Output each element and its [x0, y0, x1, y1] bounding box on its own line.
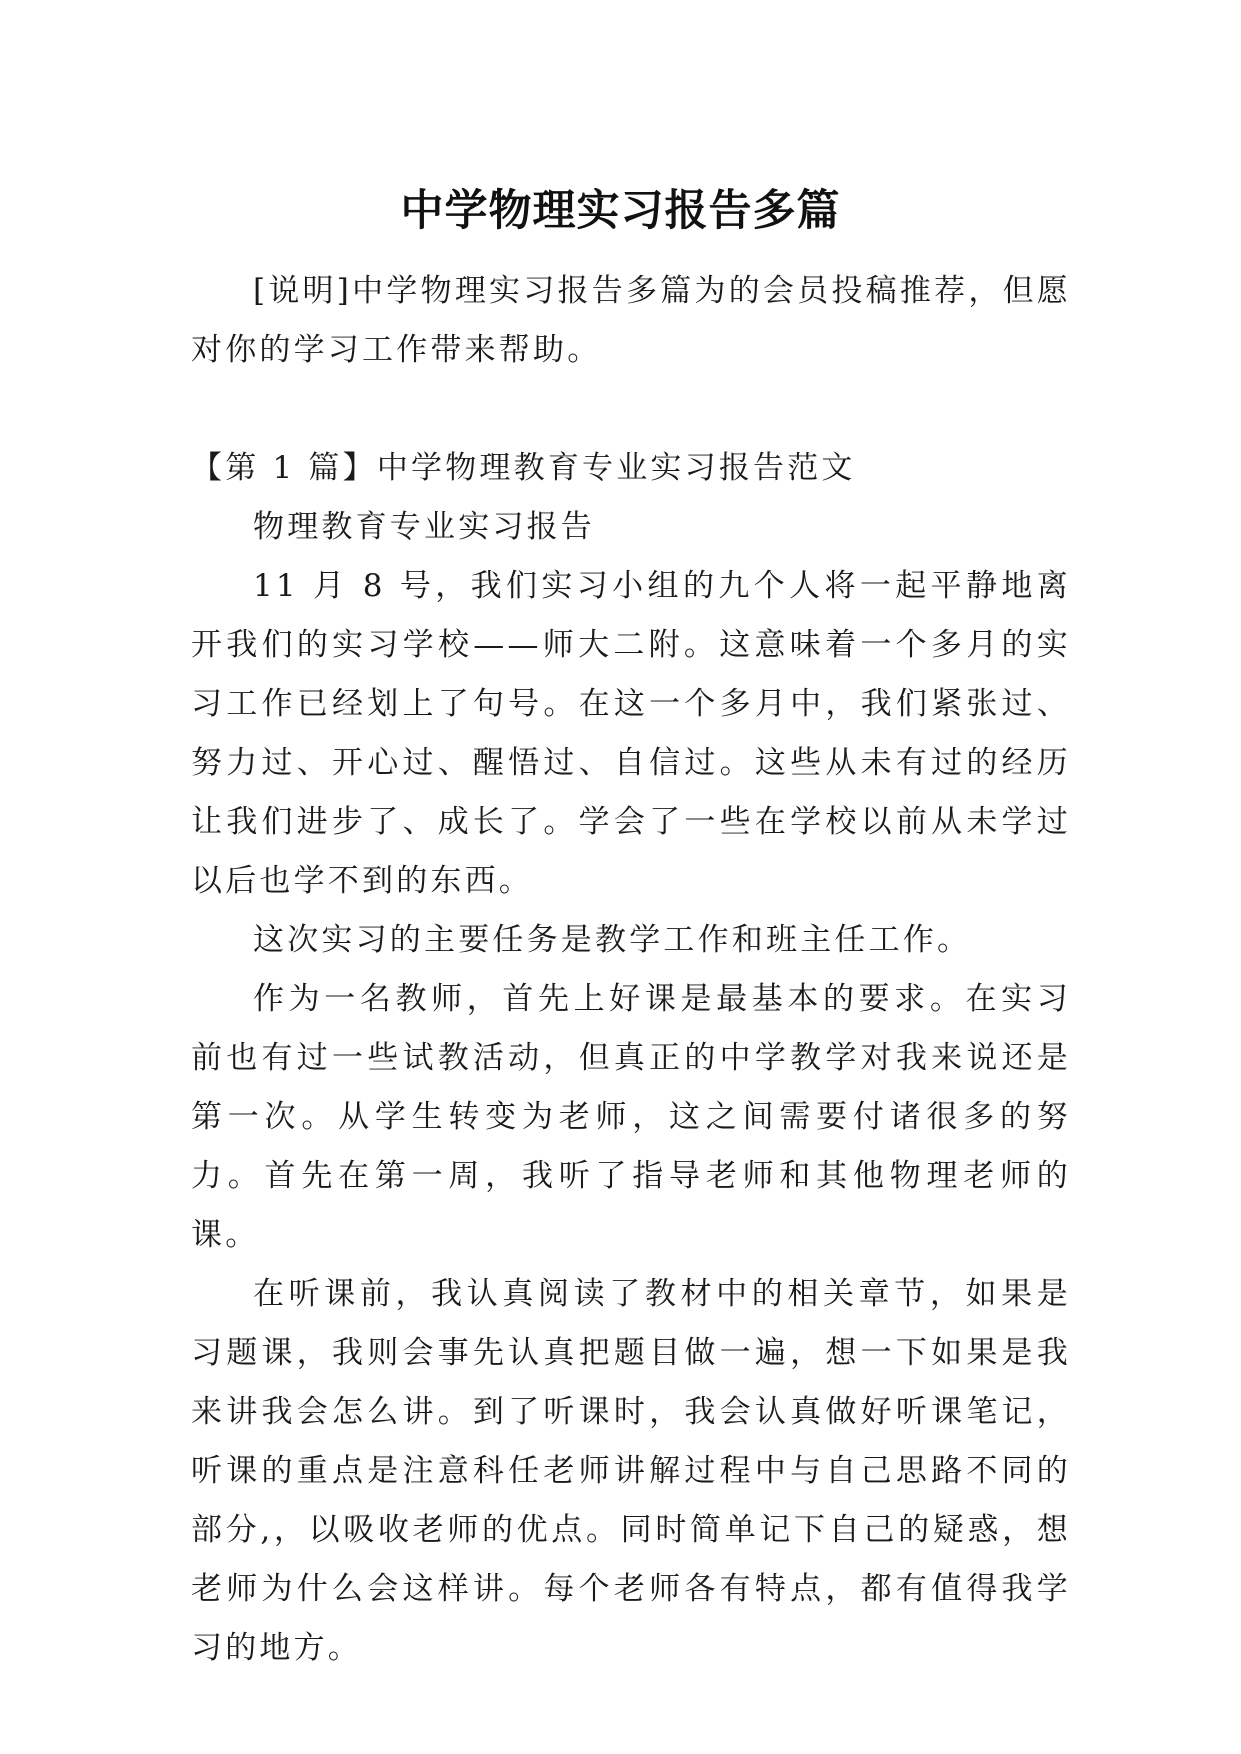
note-paragraph: [说明]中学物理实习报告多篇为的会员投稿推荐，但愿对你的学习工作带来帮助。: [191, 273, 1071, 368]
body-paragraph: 这次实习的主要任务是教学工作和班主任工作。: [253, 922, 972, 958]
blank-line: [191, 380, 1071, 439]
section-heading: 【第 1 篇】中学物理教育专业实习报告范文: [191, 450, 856, 486]
body-paragraph: 作为一名教师，首先上好课是最基本的要求。在实习前也有过一些试教活动，但真正的中学教学对我来说还是第一次。从学生转变为老师，这之间需要付诸很多的努力。首先在第一周，我听了指导老师和其他物理老师的课。: [191, 981, 1071, 1253]
page-title: 中学物理实习报告多篇: [400, 185, 841, 236]
body-paragraph: 11 月 8 号，我们实习小组的九个人将一起平静地离开我们的实习学校——师大二附。这意味着一个多月的实习工作已经划上了句号。在这一个多月中，我们紧张过、努力过、开心过、醒悟过、自信过。这些从未有过的经历让我们进步了、成长了。学会了一些在学校以前从未学过以后也学不到的东西。: [191, 568, 1071, 899]
document-body: [191, 262, 1071, 1678]
body-paragraph: 在听课前，我认真阅读了教材中的相关章节，如果是习题课，我则会事先认真把题目做一遍，想一下如果是我来讲我会怎么讲。到了听课时，我会认真做好听课笔记，听课的重点是注意科任老师讲解过程中与自己思路不同的部分,，以吸收老师的优点。同时简单记下自己的疑惑，想老师为什么会这样讲。每个老师各有特点，都有值得我学习的地方。: [191, 1276, 1071, 1666]
report-subtitle: 物理教育专业实习报告: [253, 509, 595, 545]
